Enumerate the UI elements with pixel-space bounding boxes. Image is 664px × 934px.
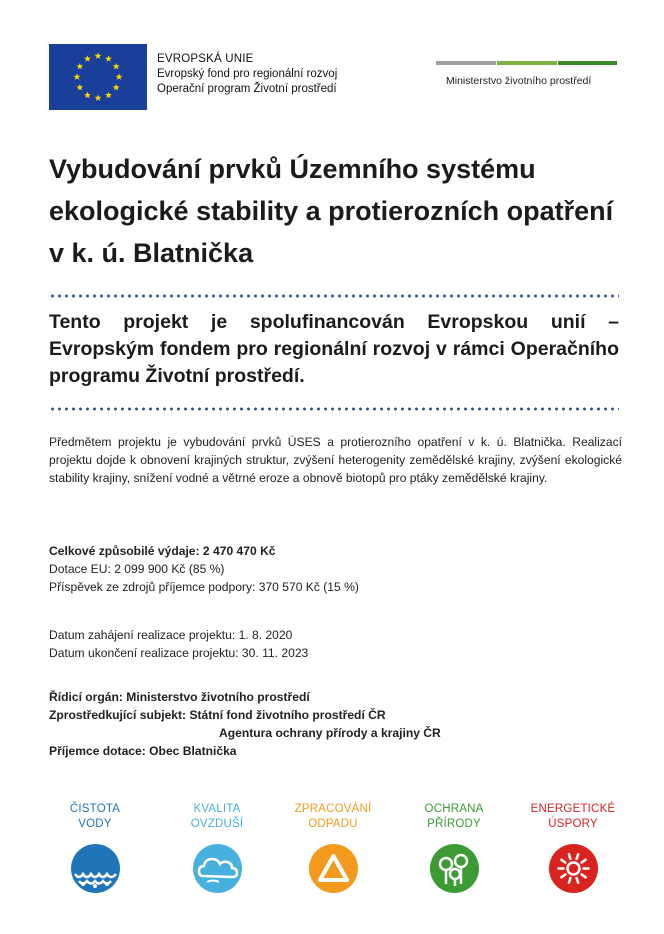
cost-block [49,542,359,596]
eu-line: Evropský fond pro regionální rozvoj [157,68,338,80]
ministry-bar [436,61,496,65]
icon-label-line: KVALITA [193,803,241,815]
tree-icon [430,844,479,893]
intermediary-2: Agentura ochrany přírody a krajiny ČR [219,726,441,740]
icon-label-line: ODPADU [308,818,358,830]
eu-stars-icon [49,44,147,110]
icon-label [283,802,383,836]
eu-text-block [157,52,337,97]
icon-label-line: ÚSPORY [548,818,598,830]
eu-flag-logo [49,44,147,110]
cofinancing-statement: Tento projekt je spolufinancován Evropskou unií – Evropským fondem pro regionální rozvoj v rámci Operačního programu Životní prostředí. [49,311,619,387]
intermediary-row [49,706,441,724]
icon-label [167,802,267,836]
icon-label [523,802,623,836]
ministry-bar [497,61,557,65]
icon-label [45,802,145,836]
end-date: Datum ukončení realizace projektu: 30. 11. 2023 [49,646,309,660]
ministry-logo-text: Ministerstvo životního prostředí [446,75,592,87]
intermediary-label: Zprostředkující subjekt: [49,708,190,722]
icon-air-quality [167,802,267,893]
ministry-bar [558,61,617,65]
intermediary-1: Státní fond životního prostředí ČR [189,708,386,722]
icon-label-line: OVZDUŠÍ [190,818,244,830]
organizations-block [49,688,441,760]
icon-label-line: ČISTOTA [69,803,121,815]
icon-label [404,802,504,836]
cloud-icon [193,844,242,893]
page-title: Vybudování prvků Územního systému ekologické stability a protierozních opatření v k. ú. Blatnička [49,154,614,268]
recycle-icon [309,844,358,893]
icon-water-quality [45,802,145,893]
icon-label-line: ENERGETICKÉ [530,803,616,815]
dotted-divider [49,407,619,411]
own-contribution: Příspěvek ze zdrojů příjemce podpory: 370 570 Kč (15 %) [49,580,359,594]
recipient: Příjemce dotace: Obec Blatnička [49,744,237,758]
project-description: Předmětem projektu je vybudování prvků ÚSES a protierozního opatření v k. ú. Blatnička. Realizací projektu dojde k obnovení krajiných struktur, zvýšení heterogenity zemědělské krajiny, zvýšení ekologické stability krajiny, snížení vodné a větrné eroze a obnově biotopů pro ptáky zemědělské krajiny. [49,435,622,485]
dotted-divider [49,294,619,298]
icon-label-line: ZPRACOVÁNÍ [294,803,372,815]
icon-label-line: PŘÍRODY [427,818,481,830]
eu-subsidy: Dotace EU: 2 099 900 Kč (85 %) [49,562,225,576]
icon-energy-savings [523,802,623,893]
icon-nature-protection [404,802,504,893]
icon-label-line: OCHRANA [424,803,484,815]
total-costs: Celkové způsobilé výdaje: 2 470 470 Kč [49,544,276,558]
start-date: Datum zahájení realizace projektu: 1. 8. 2020 [49,628,293,642]
icon-label-line: VODY [78,818,112,830]
sun-icon [549,844,598,893]
dates-block [49,626,308,662]
managing-authority: Řídicí orgán: Ministerstvo životního prostředí [49,690,310,704]
eu-line: Operační program Životní prostředí [157,83,337,95]
ministry-logo-bars [436,61,617,65]
eu-line: EVROPSKÁ UNIE [157,53,254,65]
icon-waste-processing [283,802,383,893]
water-icon [71,844,120,893]
